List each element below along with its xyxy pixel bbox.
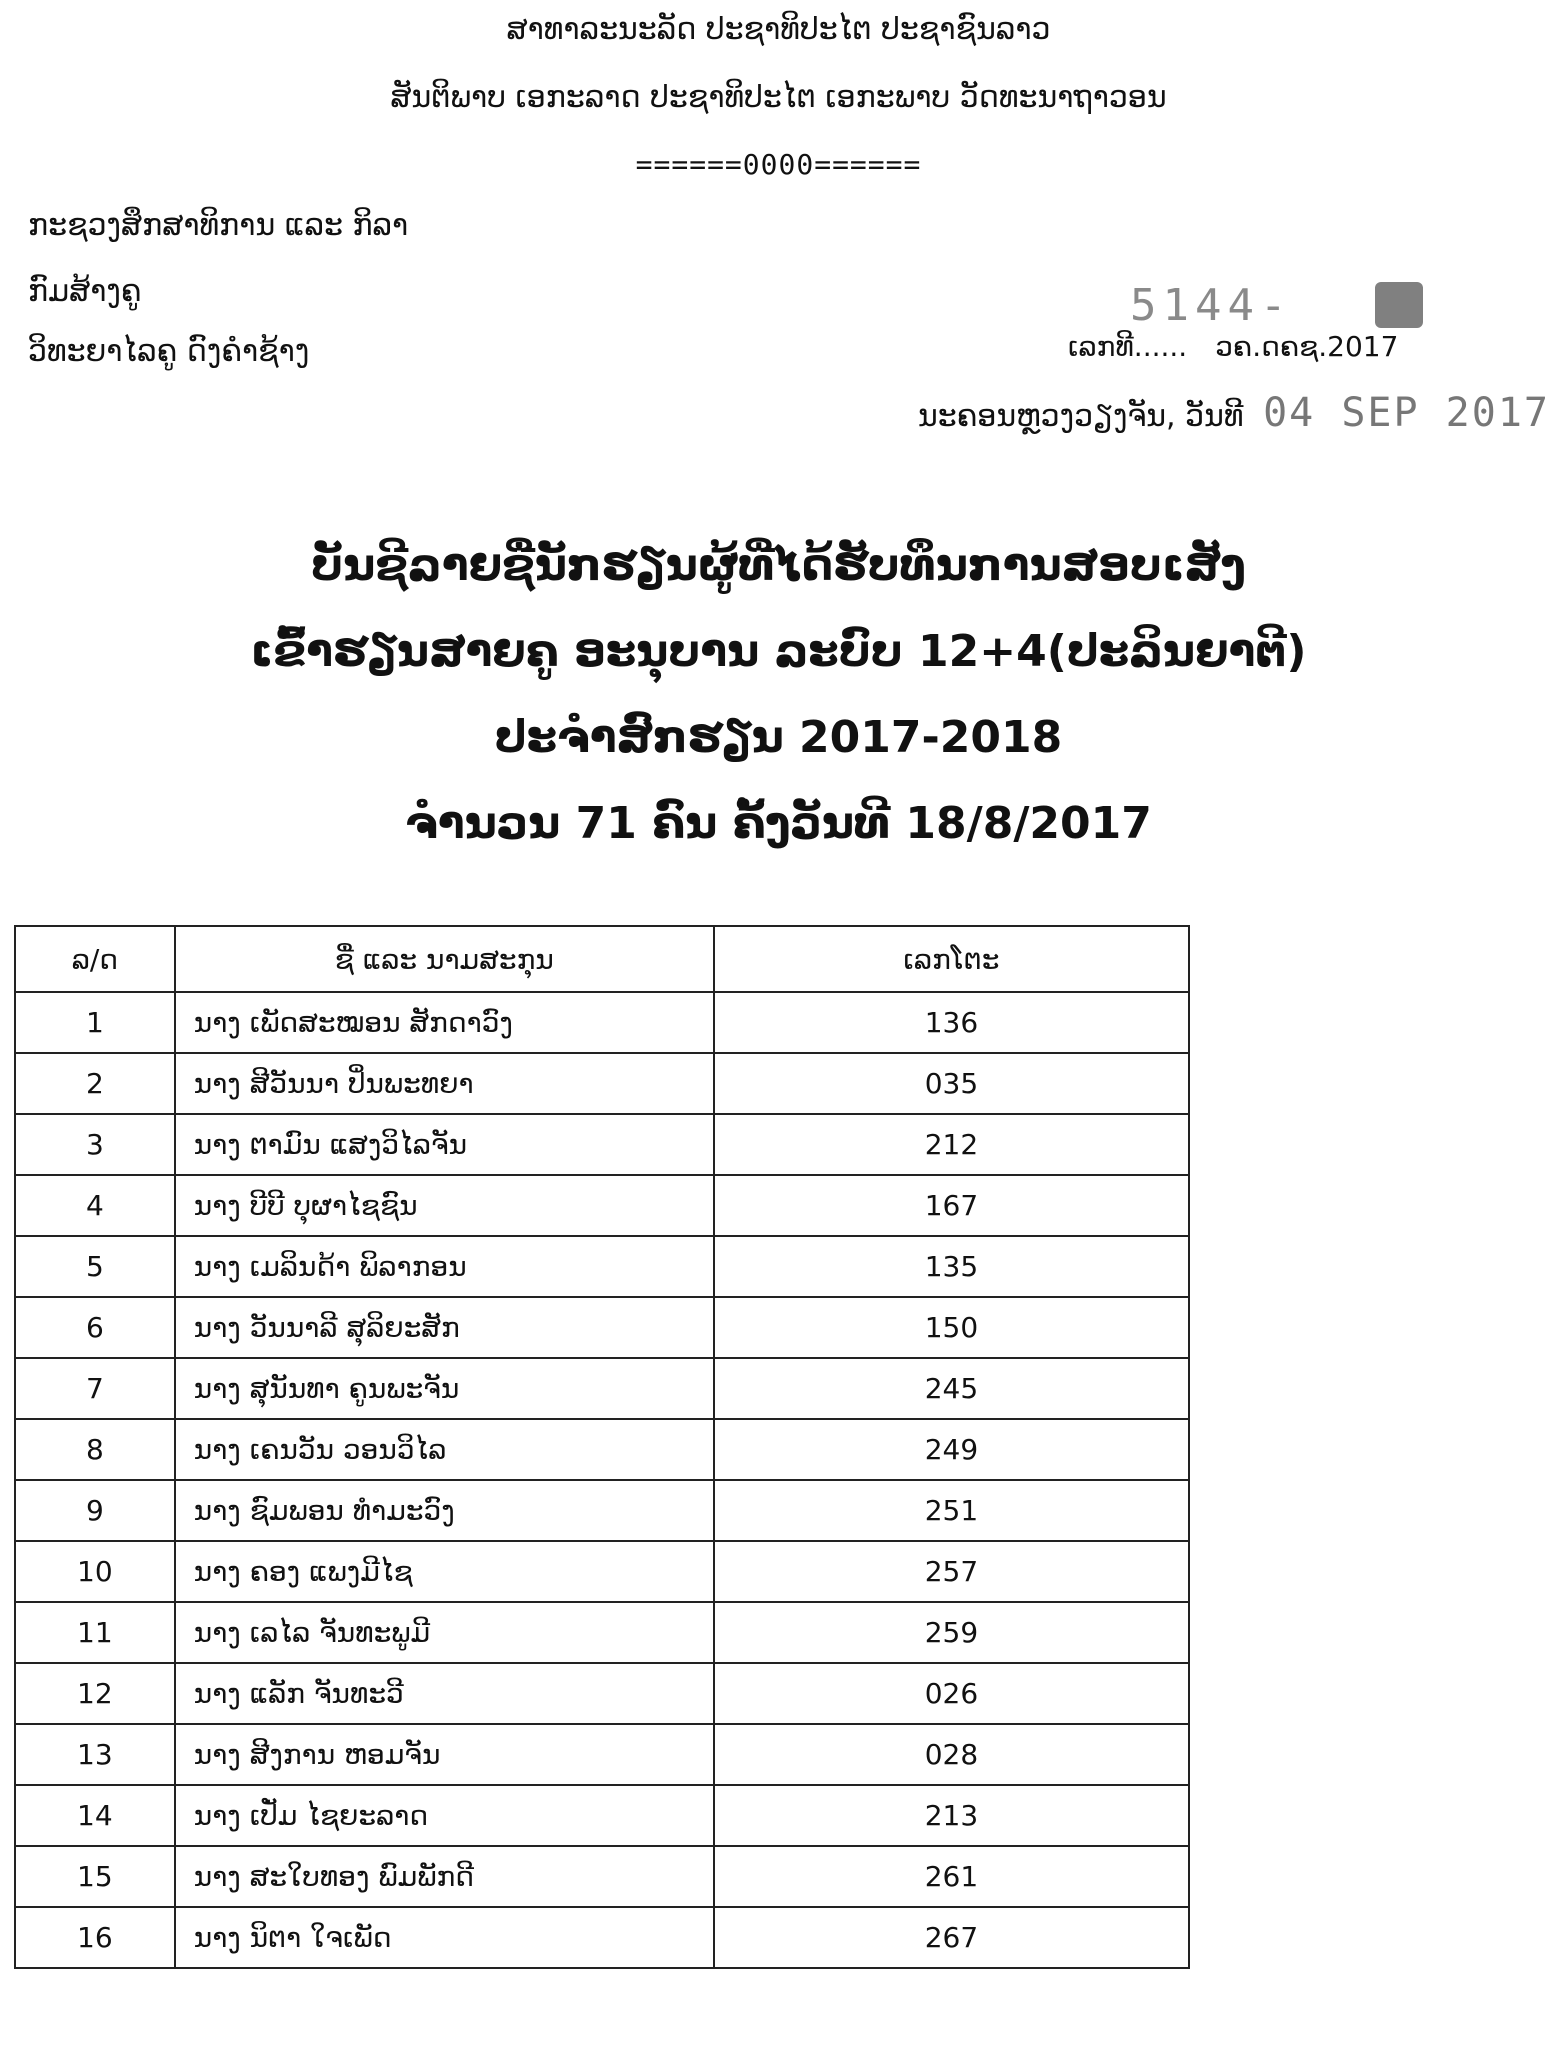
desk-number: 135 xyxy=(714,1236,1189,1297)
row-number: 1 xyxy=(15,992,175,1053)
student-name: ນາງ ຊົມພອນ ທຳມະວົງ xyxy=(175,1480,714,1541)
desk-number: 213 xyxy=(714,1785,1189,1846)
table-row xyxy=(15,992,1189,1053)
desk-number: 150 xyxy=(714,1297,1189,1358)
table-header-row xyxy=(15,926,1189,992)
desk-number: 212 xyxy=(714,1114,1189,1175)
reference-stamp: 5144- xyxy=(1130,280,1293,331)
college-name: ວິທະຍາໄລຄູ ດົງຄຳຊ້າງ xyxy=(28,334,310,369)
table-row xyxy=(15,1602,1189,1663)
table-row xyxy=(15,1541,1189,1602)
student-name: ນາງ ບີບີ ບຸຜາໄຊຊົນ xyxy=(175,1175,714,1236)
row-number: 13 xyxy=(15,1724,175,1785)
header-divider: ======0000====== xyxy=(635,148,922,181)
desk-number: 035 xyxy=(714,1053,1189,1114)
student-name: ນາງ ຄອງ ແພງມີໄຊ xyxy=(175,1541,714,1602)
national-title: ສາທາລະນະລັດ ປະຊາທິປະໄຕ ປະຊາຊົນລາວ xyxy=(506,12,1051,47)
student-name: ນາງ ເພັດສະໝອນ ສັກດາວົງ xyxy=(175,992,714,1053)
table-row xyxy=(15,1663,1189,1724)
student-name: ນາງ ຕາມົນ ແສງວິໄລຈັນ xyxy=(175,1114,714,1175)
table-row xyxy=(15,1236,1189,1297)
desk-number: 251 xyxy=(714,1480,1189,1541)
date-stamp: 04 SEP 2017 xyxy=(1263,390,1550,436)
student-name: ນາງ ສຸນັນທາ ຄູນພະຈັນ xyxy=(175,1358,714,1419)
student-name: ນາງ ເຄນວັນ ວອນວິໄລ xyxy=(175,1419,714,1480)
document-title-line1: ບັນຊີລາຍຊື່ນັກຮຽນຜູ້ທີ່ໄດ້ຮັບທຶນການສອບເສັງ xyxy=(311,540,1246,591)
table-row xyxy=(15,1785,1189,1846)
student-name: ນາງ ເມລິນດ້າ ພິລາກອນ xyxy=(175,1236,714,1297)
row-number: 4 xyxy=(15,1175,175,1236)
table-row xyxy=(15,1907,1189,1968)
desk-number: 026 xyxy=(714,1663,1189,1724)
row-number: 2 xyxy=(15,1053,175,1114)
row-number: 5 xyxy=(15,1236,175,1297)
desk-number: 028 xyxy=(714,1724,1189,1785)
table-row xyxy=(15,1114,1189,1175)
column-header-desk: ເລກໂຕະ xyxy=(714,926,1189,992)
row-number: 9 xyxy=(15,1480,175,1541)
desk-number: 249 xyxy=(714,1419,1189,1480)
student-roster-table xyxy=(14,925,1190,1969)
student-name: ນາງ ສີວັນນາ ປິ່ນພະທຍາ xyxy=(175,1053,714,1114)
row-number: 8 xyxy=(15,1419,175,1480)
reference-line xyxy=(1068,330,1398,363)
student-name: ນາງ ນິຕາ ໃຈເພັດ xyxy=(175,1907,714,1968)
row-number: 12 xyxy=(15,1663,175,1724)
row-number: 14 xyxy=(15,1785,175,1846)
desk-number: 267 xyxy=(714,1907,1189,1968)
table-row xyxy=(15,1724,1189,1785)
row-number: 11 xyxy=(15,1602,175,1663)
ministry-name: ກະຊວງສຶກສາທິການ ແລະ ກິລາ xyxy=(28,208,409,243)
table-row xyxy=(15,1419,1189,1480)
table-row xyxy=(15,1358,1189,1419)
stamp-smudge xyxy=(1375,282,1423,328)
desk-number: 257 xyxy=(714,1541,1189,1602)
student-name: ນາງ ເລໄລ ຈັນທະພູມີ xyxy=(175,1602,714,1663)
document-title-line4: ຈຳນວນ 71 ຄົນ ຄັ້ງວັນທີ 18/8/2017 xyxy=(405,798,1152,849)
row-number: 7 xyxy=(15,1358,175,1419)
document-title-line2: ເຂົ້າຮຽນສາຍຄູ ອະນຸບານ ລະບົບ 12+4(ປະລິນຍາຕີ) xyxy=(250,626,1307,677)
row-number: 15 xyxy=(15,1846,175,1907)
desk-number: 167 xyxy=(714,1175,1189,1236)
row-number: 6 xyxy=(15,1297,175,1358)
row-number: 16 xyxy=(15,1907,175,1968)
column-header-name: ຊື່ ແລະ ນາມສະກຸນ xyxy=(175,926,714,992)
desk-number: 136 xyxy=(714,992,1189,1053)
row-number: 10 xyxy=(15,1541,175,1602)
student-name: ນາງ ແລັກ ຈັນທະວີ xyxy=(175,1663,714,1724)
student-name: ນາງ ສີງການ ຫອມຈັນ xyxy=(175,1724,714,1785)
table-row xyxy=(15,1175,1189,1236)
place-date-line xyxy=(918,390,1550,436)
department-name: ກົມສ້າງຄູ xyxy=(28,274,142,309)
column-header-number: ລ/ດ xyxy=(15,926,175,992)
student-name: ນາງ ວັນນາລີ ສຸລິຍະສັກ xyxy=(175,1297,714,1358)
desk-number: 245 xyxy=(714,1358,1189,1419)
place-text: ນະຄອນຫຼວງວຽງຈັນ, ວັນທີ xyxy=(918,399,1244,434)
reference-code: ວຄ.ດຄຊ.2017 xyxy=(1215,330,1399,363)
desk-number: 261 xyxy=(714,1846,1189,1907)
table-row xyxy=(15,1480,1189,1541)
student-name: ນາງ ເປັ່ມ ໄຊຍະລາດ xyxy=(175,1785,714,1846)
reference-label: ເລກທີ...... xyxy=(1068,330,1188,363)
desk-number: 259 xyxy=(714,1602,1189,1663)
table-row xyxy=(15,1053,1189,1114)
national-motto: ສັນຕິພາບ ເອກະລາດ ປະຊາທິປະໄຕ ເອກະພາບ ວັດທະນາຖາວອນ xyxy=(390,80,1167,115)
student-name: ນາງ ສະໃບທອງ ພົມພັກດີ xyxy=(175,1846,714,1907)
row-number: 3 xyxy=(15,1114,175,1175)
table-row xyxy=(15,1297,1189,1358)
document-title-line3: ປະຈຳສົກຮຽນ 2017-2018 xyxy=(494,712,1063,763)
table-row xyxy=(15,1846,1189,1907)
